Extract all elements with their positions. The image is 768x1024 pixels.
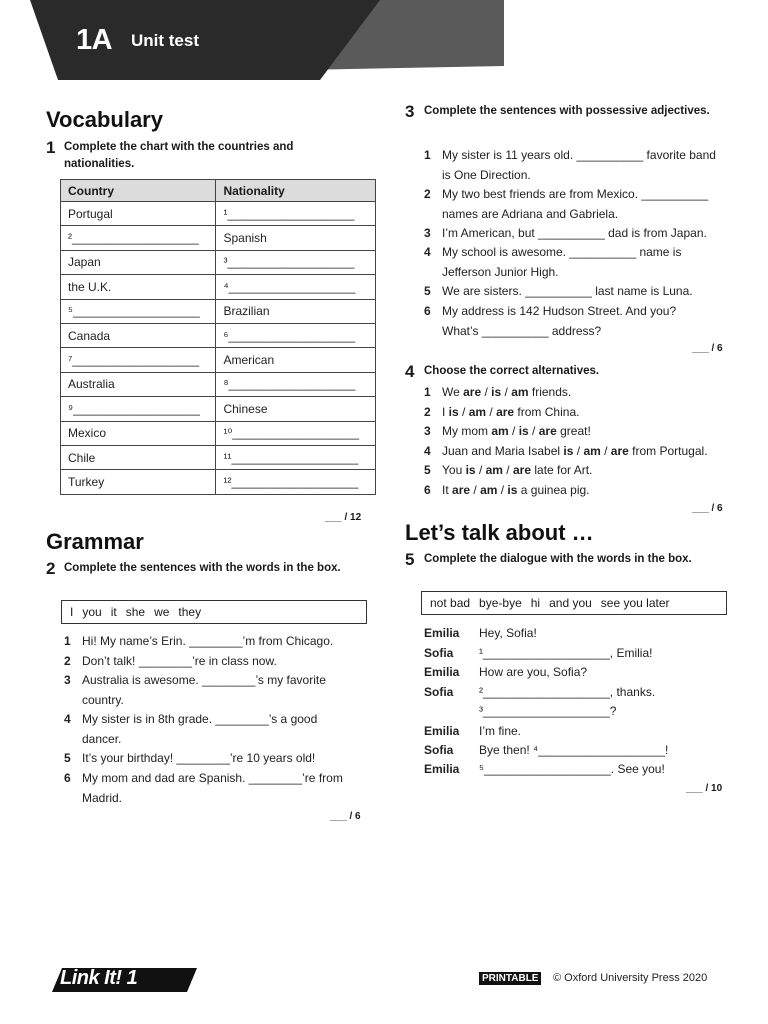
table-row xyxy=(61,470,376,494)
country-cell: Japan xyxy=(61,250,216,274)
country-cell: the U.K. xyxy=(61,275,216,299)
nationality-cell: ³___________________ xyxy=(216,250,376,274)
q3-item: 5 We are sisters. __________ last name is Luna. xyxy=(424,284,693,298)
nationality-cell: ⁸___________________ xyxy=(216,372,376,396)
word-box-item: not bad xyxy=(430,596,471,610)
alternative-option[interactable]: am xyxy=(583,444,601,458)
word-box-item: and you xyxy=(549,596,592,610)
country-cell: Australia xyxy=(61,372,216,396)
nationality-cell: Brazilian xyxy=(216,299,376,323)
talk-heading: Let’s talk about … xyxy=(405,520,594,545)
q2-item: 6 My mom and dad are Spanish. ________’re from Madrid. xyxy=(64,771,343,805)
country-cell: Portugal xyxy=(61,202,216,226)
dialogue-line: ¹___________________, Emilia! xyxy=(479,646,653,660)
q3-item: 4 My school is awesome. __________ name is Jefferson Junior High. xyxy=(424,245,682,279)
word-box-item: you xyxy=(82,605,102,619)
q5-number: 5 xyxy=(405,550,415,569)
alternative-option[interactable]: are xyxy=(452,483,471,497)
country-cell: Chile xyxy=(61,445,216,469)
q2-score: ___ / 6 xyxy=(330,811,361,822)
q4-item: 3 My mom am / is / are great! xyxy=(424,424,591,438)
country-cell: ⁷___________________ xyxy=(61,348,216,372)
alternative-option[interactable]: is xyxy=(448,405,459,419)
q3-instruction: Complete the sentences with possessive adjectives. xyxy=(424,105,710,117)
alternative-option[interactable]: is xyxy=(507,483,518,497)
q3-item: 3 I’m American, but __________ dad is from Japan. xyxy=(424,226,707,240)
q4-item: 1 We are / is / am friends. xyxy=(424,385,572,399)
q2-word-box xyxy=(61,600,367,624)
table-row xyxy=(61,372,376,396)
link-it-logo-text: Link It! 1 xyxy=(60,967,138,989)
nationality-cell: ¹⁰___________________ xyxy=(216,421,376,445)
q5-instruction: Complete the dialogue with the words in the box. xyxy=(424,553,692,565)
speaker-name: Sofia xyxy=(424,685,454,699)
dialogue-line: Hey, Sofia! xyxy=(479,626,537,640)
alternative-option[interactable]: am xyxy=(480,483,498,497)
q4-instruction: Choose the correct alternatives. xyxy=(424,365,600,377)
speaker-name: Sofia xyxy=(424,743,454,757)
speaker-name: Emilia xyxy=(424,762,460,776)
vocabulary-heading: Vocabulary xyxy=(46,107,163,132)
word-box-item: bye-bye xyxy=(479,596,522,610)
alternative-option[interactable]: is xyxy=(518,424,529,438)
word-box-item: we xyxy=(154,605,170,619)
q3-item: 1 My sister is 11 years old. __________ favorite band is One Direction. xyxy=(424,148,716,182)
country-cell: Canada xyxy=(61,323,216,347)
alternative-option[interactable]: are xyxy=(512,463,532,477)
table-row xyxy=(61,445,376,469)
q1-score: ___ / 12 xyxy=(325,512,362,523)
q5-word-box xyxy=(421,591,727,615)
dialogue-line: ²___________________, thanks. xyxy=(479,685,656,699)
alternative-option[interactable]: are xyxy=(496,405,515,419)
q4-number: 4 xyxy=(405,362,415,381)
speaker-name: Emilia xyxy=(424,626,460,640)
q2-instruction: Complete the sentences with the words in the box. xyxy=(64,562,341,574)
word-box-item: hi xyxy=(530,596,541,610)
q2-item: 1 Hi! My name’s Erin. ________’m from Chicago. xyxy=(64,634,334,648)
q1-instruction: Complete the chart with the countries and nationalities. xyxy=(64,141,294,170)
table-row xyxy=(61,299,376,323)
word-box-item: I xyxy=(70,605,74,619)
grammar-heading: Grammar xyxy=(46,529,144,554)
q2-item: 2 Don’t talk! ________’re in class now. xyxy=(64,654,277,668)
alternative-option[interactable]: is xyxy=(563,444,574,458)
table-row xyxy=(61,202,376,226)
q4-item: 4 Juan and Maria Isabel is / am / are from Portugal. xyxy=(424,444,708,458)
nationality-cell: ¹¹___________________ xyxy=(216,445,376,469)
page-title: Unit test xyxy=(131,31,199,50)
q4-item: 2 I is / am / are from China. xyxy=(424,405,580,419)
q2-item: 3 Australia is awesome. ________’s my favorite country. xyxy=(64,673,326,707)
table-row xyxy=(61,397,376,421)
table-row xyxy=(61,250,376,274)
dialogue-line: How are you, Sofia? xyxy=(479,665,588,679)
q4-item: 6 It are / am / is a guinea pig. xyxy=(424,483,590,497)
speaker-name: Emilia xyxy=(424,665,460,679)
q4-item: 5 You is / am / are late for Art. xyxy=(424,463,593,477)
q3-item: 6 My address is 142 Hudson Street. And you? What’s __________ address? xyxy=(424,304,677,338)
dialogue-line: ⁵___________________. See you! xyxy=(479,762,665,776)
nationality-cell: ¹___________________ xyxy=(216,202,376,226)
table-row xyxy=(61,275,376,299)
speaker-name: Emilia xyxy=(424,724,460,738)
q2-item: 4 My sister is in 8th grade. ________’s a good dancer. xyxy=(64,712,318,746)
q5-score: ___ / 10 xyxy=(686,783,723,794)
alternative-option[interactable]: are xyxy=(463,385,482,399)
nationality-cell: ¹²___________________ xyxy=(216,470,376,494)
table-row xyxy=(61,421,376,445)
copyright-text: © Oxford University Press 2020 xyxy=(553,972,708,984)
nationality-cell: ⁴___________________ xyxy=(216,275,376,299)
q3-item: 2 My two best friends are from Mexico. __________ names are Adriana and Gabriela. xyxy=(424,187,709,221)
q3-number: 3 xyxy=(405,102,415,121)
table-row xyxy=(61,348,376,372)
alternative-option[interactable]: am xyxy=(485,463,503,477)
country-cell: ⁵___________________ xyxy=(61,299,216,323)
dialogue-line: I’m fine. xyxy=(479,724,522,738)
nationality-cell: American xyxy=(216,348,376,372)
q4-score: ___ / 6 xyxy=(692,503,723,514)
alternative-option[interactable]: is xyxy=(465,463,476,477)
q3-score: ___ / 6 xyxy=(692,343,723,354)
nationality-cell: Spanish xyxy=(216,226,376,250)
country-cell: ⁹___________________ xyxy=(61,397,216,421)
word-box-item: see you later xyxy=(600,596,670,610)
alternative-option[interactable]: am xyxy=(491,424,509,438)
unit-label: 1A xyxy=(76,24,113,56)
country-cell: ²___________________ xyxy=(61,226,216,250)
nationality-cell: Chinese xyxy=(216,397,376,421)
dialogue-line: ³___________________? xyxy=(479,704,617,718)
alternative-option[interactable]: am xyxy=(468,405,487,419)
table-row xyxy=(61,323,376,347)
q2-number: 2 xyxy=(46,559,56,578)
q2-item: 5 It’s your birthday! ________’re 10 years old! xyxy=(64,751,316,765)
speaker-name: Sofia xyxy=(424,646,454,660)
country-cell: Turkey xyxy=(61,470,216,494)
nationality-cell: ⁶___________________ xyxy=(216,323,376,347)
word-box-item: it xyxy=(110,605,117,619)
word-box-item: they xyxy=(178,605,202,619)
alternative-option[interactable]: is xyxy=(491,385,502,399)
dialogue-line: Bye then! ⁴___________________! xyxy=(479,743,669,757)
q1-number: 1 xyxy=(46,138,56,157)
country-cell: Mexico xyxy=(61,421,216,445)
table-row xyxy=(61,226,376,250)
word-box-item: she xyxy=(125,605,146,619)
alternative-option[interactable]: am xyxy=(511,385,529,399)
alternative-option[interactable]: are xyxy=(610,444,629,458)
printable-badge: PRINTABLE xyxy=(479,972,541,985)
alternative-option[interactable]: are xyxy=(538,424,557,438)
table-header-nationality: Nationality xyxy=(216,180,376,202)
country-nationality-table xyxy=(60,179,376,495)
table-header-country: Country xyxy=(61,180,216,202)
